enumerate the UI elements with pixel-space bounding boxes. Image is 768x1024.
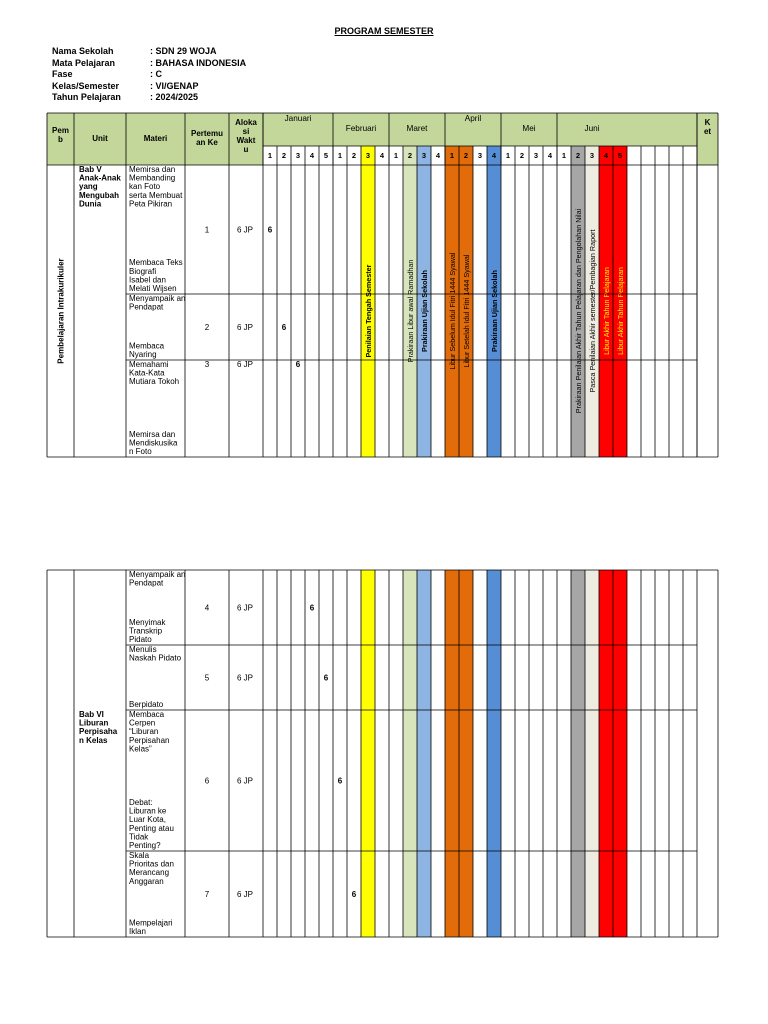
week-number: 4 [309, 151, 315, 160]
calendar-band [417, 570, 431, 937]
header-pemb: Pem [52, 126, 69, 135]
week-number: 3 [589, 151, 595, 160]
week-number: 1 [337, 151, 343, 160]
calendar-band [599, 570, 613, 937]
pertemuan-cell: 2 [204, 323, 210, 332]
alokasi-cell: 6 JP [237, 225, 254, 235]
header-pemb: b [58, 135, 63, 144]
unit-label: Liburan [79, 718, 109, 728]
materi-text: serta Membuat [129, 190, 183, 200]
week-number: 3 [295, 151, 301, 160]
band-label: Libur Sebelum Idul Fitri 1444 Syawal [448, 252, 457, 370]
materi-text: Penting atau [129, 823, 174, 833]
alokasi-cell: 6 JP [237, 603, 254, 613]
unit-label: Mengubah [79, 190, 119, 200]
materi-text: Prioritas dan [129, 859, 174, 869]
week-number: 4 [547, 151, 553, 160]
alokasi-cell: 6 JP [237, 776, 254, 786]
unit-label: Bab VI [79, 710, 104, 719]
band-label: Prakiraan Penilaian Akhir Tahun Pelajaran dan Pengolahan Nilai [574, 208, 583, 414]
materi-text: Membaca Teks [129, 258, 183, 268]
week-mark: 6 [295, 360, 301, 369]
materi-text: Iklan [129, 927, 146, 936]
week-number: 3 [421, 151, 427, 160]
unit-label: Anak-Anak [79, 173, 121, 183]
band-label: Prakiraan Libur awal Ramadhan [406, 259, 415, 363]
band-label: Prakiraan Ujian Sekolah [420, 270, 429, 352]
materi-text: Menyampaik an [129, 570, 186, 579]
week-mark: 6 [309, 603, 315, 613]
materi-text: Mendiskusika [129, 438, 178, 448]
alokasi-cell: 6 JP [237, 323, 254, 332]
materi-text: Kata-Kata [129, 368, 165, 378]
calendar-band [403, 570, 417, 937]
materi-text: Transkrip [129, 626, 163, 636]
materi-text: Berpidato [129, 700, 164, 709]
pertemuan-cell: 4 [204, 603, 210, 613]
materi-text: kan Foto [129, 182, 161, 192]
unit-label: n Kelas [79, 735, 108, 745]
materi-text: Naskah Pidato [129, 653, 182, 663]
week-number: 4 [491, 151, 497, 160]
alokasi-cell: 6 JP [237, 890, 254, 899]
alokasi-cell: 6 JP [237, 360, 254, 369]
calendar-band [445, 570, 459, 937]
materi-text: Perpisahan [129, 735, 170, 745]
week-mark: 6 [267, 225, 273, 235]
week-number: 5 [617, 151, 623, 160]
materi-text: Menyimak [129, 617, 166, 627]
week-number: 4 [379, 151, 385, 160]
info-label: Fase [52, 69, 73, 79]
info-value: : 2024/2025 [150, 92, 199, 102]
band-label: Libur Akhir Tahun Pelajaran [616, 267, 625, 355]
calendar-band [459, 570, 473, 937]
header-alokasi: Wakt [236, 136, 256, 145]
materi-text: Skala [129, 851, 150, 860]
month-header: Februari [345, 124, 377, 133]
page-title: PROGRAM SEMESTER [334, 26, 434, 36]
materi-text: Debat: [129, 798, 153, 807]
materi-text: Memirsa dan [129, 165, 176, 174]
month-header: Maret [406, 124, 428, 133]
materi-text: Membaca [129, 710, 165, 719]
materi-text: Peta Pikiran [129, 199, 173, 209]
materi-text: Tidak [129, 832, 149, 842]
pertemuan-cell: 7 [204, 890, 210, 899]
calendar-band [613, 570, 627, 937]
materi-text: Memahami [129, 360, 169, 369]
month-header: Juni [584, 124, 600, 133]
week-mark: 6 [351, 890, 357, 899]
week-number: 1 [393, 151, 399, 160]
week-number: 2 [519, 151, 525, 160]
info-value: : VI/GENAP [150, 80, 199, 91]
unit-label: yang [79, 182, 98, 192]
materi-text: Anggaran [129, 876, 164, 886]
week-number: 2 [575, 151, 581, 160]
week-mark: 6 [323, 673, 329, 683]
header-unit: Unit [92, 134, 108, 143]
week-number: 3 [365, 151, 371, 160]
month-header: Mei [522, 124, 536, 133]
materi-text: Pendapat [129, 578, 164, 588]
band-label: Prakiraan Ujian Sekolah [490, 270, 499, 352]
alokasi-cell: 6 JP [237, 673, 254, 683]
materi-text: Cerpen [129, 718, 156, 728]
materi-text: Mutiara Tokoh [129, 377, 180, 387]
week-number: 1 [505, 151, 511, 160]
info-label: Tahun Pelajaran [52, 92, 121, 102]
week-number: 3 [477, 151, 483, 160]
header-alokasi: u [243, 145, 249, 154]
materi-text: Pidato [129, 635, 152, 644]
info-value: : C [150, 69, 162, 79]
week-mark: 6 [281, 323, 287, 332]
calendar-band [585, 570, 599, 937]
calendar-band [487, 570, 501, 937]
band-label: Pasca Penilaian Akhir semester/Pembagian Raport [588, 229, 597, 393]
pertemuan-cell: 1 [204, 225, 210, 235]
week-number: 4 [603, 151, 609, 160]
materi-text: Memirsa dan [129, 429, 176, 439]
info-label: Nama Sekolah [52, 46, 114, 56]
materi-text: Menyampaik an [129, 294, 186, 303]
calendar-band [571, 570, 585, 937]
materi-text: “Liburan [129, 727, 159, 737]
unit-label: Perpisaha [79, 727, 118, 737]
unit-label: Dunia [79, 199, 102, 209]
materi-text: Mempelajari [129, 918, 173, 928]
info-label: Mata Pelajaran [52, 57, 116, 68]
week-number: 2 [407, 151, 413, 160]
month-header: April [464, 114, 482, 123]
materi-text: Menulis [129, 645, 157, 654]
band-label: Penilaian Tengah Semester [364, 264, 373, 358]
header-ket: et [703, 127, 712, 136]
header-ket: K [704, 118, 711, 127]
materi-text: Nyaring [129, 350, 157, 359]
band-label: Libur Setelah Idul Fitri 1444 Syawal [462, 254, 471, 368]
pemb-vertical-label: Pembelajaran Intrakurikuler [56, 258, 66, 364]
info-value: : BAHASA INDONESIA [150, 57, 247, 68]
unit-label: Bab V [79, 165, 102, 174]
materi-text: Isabel dan [129, 275, 166, 285]
materi-text: Liburan ke [129, 806, 167, 816]
header-materi: Materi [143, 134, 168, 143]
week-number: 2 [281, 151, 287, 160]
week-number: 1 [267, 151, 273, 160]
info-label: Kelas/Semester [52, 80, 120, 91]
header-alokasi: si [242, 127, 250, 136]
week-number: 4 [435, 151, 441, 160]
week-number: 5 [323, 151, 329, 160]
materi-text: Merancang [129, 868, 170, 878]
calendar-band [361, 570, 375, 937]
month-header: Januari [284, 114, 312, 123]
materi-text: Membaca [129, 341, 165, 351]
materi-text: Biografi [129, 266, 157, 276]
pertemuan-cell: 5 [204, 673, 210, 683]
materi-text: Membanding [129, 173, 176, 183]
info-value: : SDN 29 WOJA [150, 46, 217, 56]
week-number: 1 [561, 151, 567, 160]
materi-text: Penting? [129, 841, 161, 850]
materi-text: n Foto [129, 447, 152, 456]
materi-text: Luar Kota, [129, 815, 166, 825]
week-mark: 6 [337, 776, 343, 786]
week-number: 1 [449, 151, 455, 160]
band-label: Libur Akhir Tahun Pelajaran [602, 267, 611, 355]
materi-text: Melati Wijsen [129, 284, 177, 293]
week-number: 3 [533, 151, 539, 160]
header-pertemuan: Pertemu [190, 129, 224, 138]
pertemuan-cell: 6 [204, 776, 210, 786]
header-pertemuan: an Ke [196, 138, 218, 147]
week-number: 2 [351, 151, 357, 160]
week-number: 2 [463, 151, 469, 160]
pertemuan-cell: 3 [204, 360, 210, 369]
materi-text: Pendapat [129, 302, 164, 312]
header-alokasi: Aloka [235, 118, 257, 127]
materi-text: Kelas” [129, 744, 152, 754]
header-bg [263, 113, 718, 146]
